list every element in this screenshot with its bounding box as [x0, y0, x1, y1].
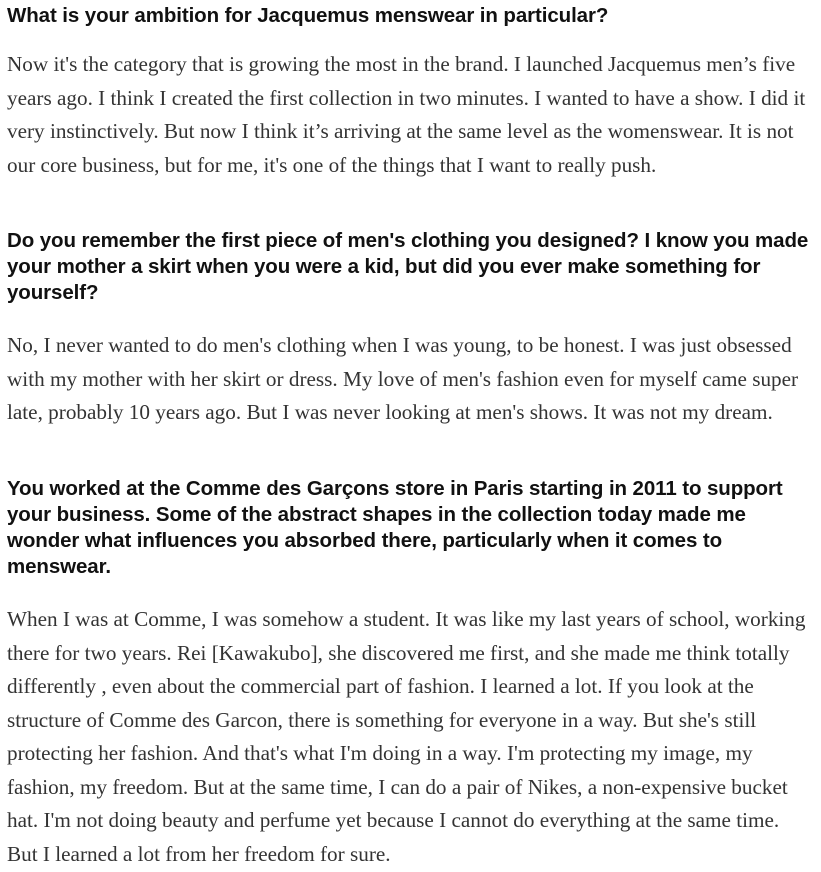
question-heading: Do you remember the first piece of men's clothing you designed? I know you made your mother a skirt when you were a kid, but did you ever make something for yourself? — [7, 229, 809, 304]
answer-paragraph: When I was at Comme, I was somehow a student. It was like my last years of school, working there for two years. Rei [Kawakubo], she discovered me first, and she made me think totally differently , even about the commercial part of fashion. I learned a lot. If you look at the structure of Comme des Garcon, there is something for everyone in a way. But she's still protecting her fashion. And that's what I'm doing in a way. I'm protecting my image, my fashion, my freedom. But at the same time, I can do a pair of Nikes, a non-expensive bucket hat. I'm not doing beauty and perfume yet because I cannot do everything at the same time. But I learned a lot from her freedom for sure. — [7, 607, 806, 866]
answer-paragraph: Now it's the category that is growing the most in the brand. I launched Jacquemus men’s five years ago. I think I created the first collection in two minutes. I wanted to have a show. I did it very instinctively. But now I think it’s arriving at the same level as the womenswear. It is not our core business, but for me, it's one of the things that I want to really push. — [7, 52, 806, 177]
answer-paragraph: No, I never wanted to do men's clothing when I was young, to be honest. I was just obsessed with my mother with her skirt or dress. My love of men's fashion even for myself came super late, probably 10 years ago. But I was never looking at men's shows. It was not my dream. — [7, 333, 799, 424]
question-heading: What is your ambition for Jacquemus menswear in particular? — [7, 4, 609, 27]
question-heading: You worked at the Comme des Garçons store in Paris starting in 2011 to support your business. Some of the abstract shapes in the collection today made me wonder what influences you absorbed there, particularly when it comes to menswear. — [7, 477, 783, 578]
